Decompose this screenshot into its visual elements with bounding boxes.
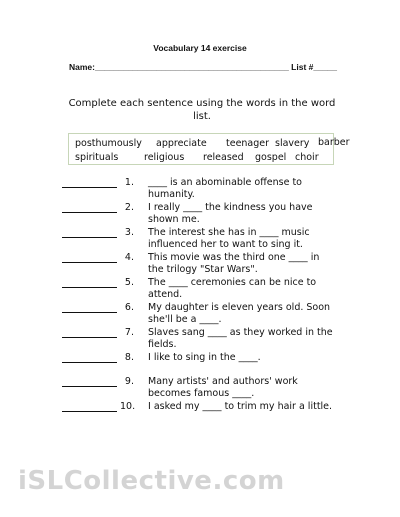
answer-blank[interactable] (62, 312, 117, 313)
list-item (62, 352, 362, 370)
item-number: 3. (124, 227, 134, 238)
item-sentence: Many artists' and authors' work becomes famous ____. (148, 376, 298, 399)
answer-blank[interactable] (62, 386, 117, 387)
item-number: 4. (124, 252, 134, 263)
answer-blank[interactable] (62, 187, 117, 188)
list-item (62, 177, 362, 202)
answer-blank[interactable] (62, 262, 117, 263)
item-number: 8. (124, 352, 134, 363)
item-sentence: I really ____ the kindness you have shown me. (148, 202, 313, 225)
worksheet-title: Vocabulary 14 exercise (153, 43, 247, 53)
word-bank-item: posthumously (75, 138, 142, 149)
list-item (62, 327, 362, 352)
answer-blank[interactable] (62, 212, 117, 213)
word-bank-item: choir (295, 152, 319, 163)
word-bank-item: spirituals (75, 152, 119, 163)
item-number: 2. (124, 202, 134, 213)
watermark-logo: iSLCollective.com (18, 466, 285, 496)
item-number: 10. (120, 401, 136, 412)
list-item (62, 401, 362, 426)
item-number: 5. (124, 277, 134, 288)
answer-blank[interactable] (62, 237, 117, 238)
list-item (62, 302, 362, 327)
item-sentence: This movie was the third one ____ in the trilogy "Star Wars". (148, 252, 320, 275)
word-bank-item: religious (144, 152, 185, 163)
word-bank-item: slavery (275, 138, 310, 149)
item-sentence: My daughter is eleven years old. Soon she'll be a ____. (148, 302, 331, 325)
instructions: Complete each sentence using the words in the word list. (68, 98, 336, 122)
answer-blank[interactable] (62, 362, 117, 363)
list-item (62, 227, 362, 252)
word-bank-item: released (203, 152, 244, 163)
word-bank-item: gospel (255, 152, 287, 163)
item-sentence: The interest she has in ____ music influenced her to want to sing it. (148, 227, 310, 250)
list-item (62, 202, 362, 227)
item-number: 1. (124, 177, 134, 188)
answer-blank[interactable] (62, 287, 117, 288)
item-sentence: I asked my ____ to trim my hair a little. (148, 401, 333, 412)
answer-blank[interactable] (62, 411, 117, 412)
word-bank-item: appreciate (156, 138, 207, 149)
word-bank (68, 133, 334, 165)
word-bank-item: barber (318, 137, 350, 148)
name-list-line: Name:_________________________________________ List #_____ (69, 62, 337, 72)
sentence-list (62, 177, 362, 426)
item-sentence: The ____ ceremonies can be nice to attend. (148, 277, 317, 300)
list-item (62, 376, 362, 401)
item-number: 9. (124, 376, 134, 387)
list-item (62, 252, 362, 277)
item-sentence: I like to sing in the ____. (148, 352, 261, 363)
list-item (62, 277, 362, 302)
answer-blank[interactable] (62, 337, 117, 338)
item-sentence: ____ is an abominable offense to humanity. (148, 177, 302, 200)
item-number: 7. (124, 327, 134, 338)
word-bank-item: teenager (226, 138, 270, 149)
item-number: 6. (124, 302, 134, 313)
item-sentence: Slaves sang ____ as they worked in the fields. (148, 327, 333, 350)
